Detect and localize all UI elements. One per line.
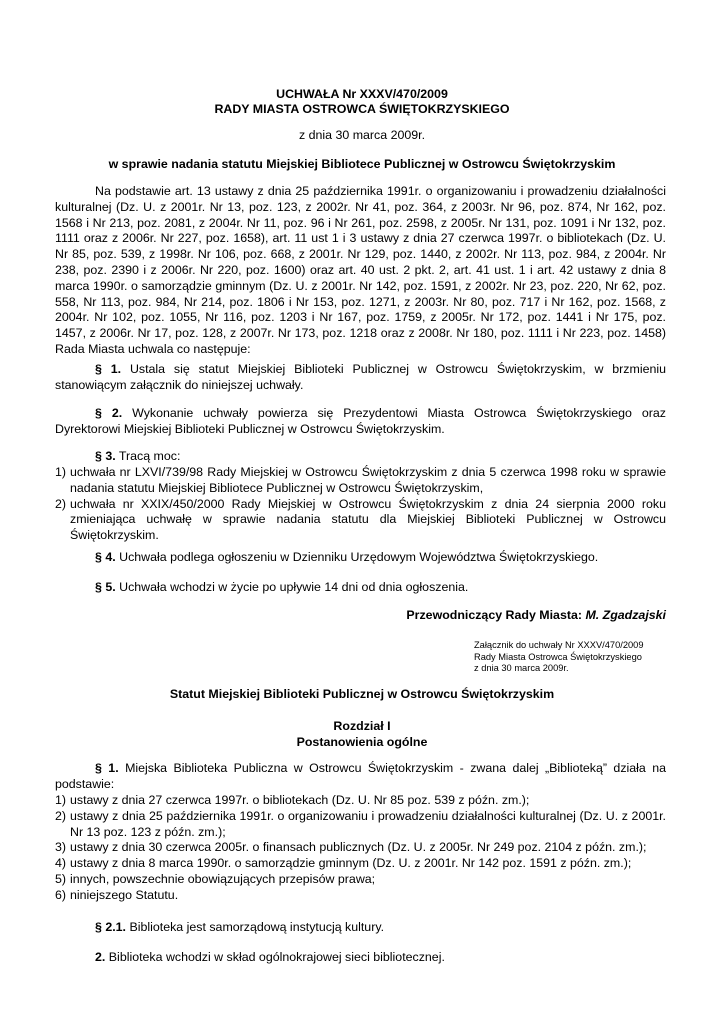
section-3-text: Tracą moc: <box>118 449 181 463</box>
signature <box>55 608 666 624</box>
section-1 <box>55 362 666 394</box>
list-item: 2) ustawy z dnia 25 października 1991r. o organizowaniu i prowadzeniu działalności kulturalnej (Dz. U. z 2001r. Nr 13 poz. 123 z późn. zm.); <box>55 808 666 839</box>
statute-title: Statut Miejskiej Biblioteki Publicznej w Ostrowcu Świętokrzyskim <box>169 687 555 701</box>
statute-section-2-2 <box>55 950 666 966</box>
signature-name: M. Zgadzajski <box>585 608 666 622</box>
section-3 <box>55 449 666 465</box>
statute-section-1 <box>55 761 666 793</box>
resolution-subject: w sprawie nadania statutu Miejskiej Bibliotece Publicznej w Ostrowcu Świętokrzyskim <box>108 157 616 171</box>
attachment-line: Rady Miasta Ostrowca Świętokrzyskiego <box>474 651 642 662</box>
section-5 <box>55 580 666 596</box>
list-item: 5) innych, powszechnie obowiązujących przepisów prawa; <box>55 871 376 886</box>
section-2-text: Wykonanie uchwały powierza się Prezydentowi Miasta Ostrowca Świętokrzyskiego oraz Dyrektorowi Miejskiej Biblioteki Publicznej w Ostrowcu Świętokrzyskim. <box>55 406 666 436</box>
attachment-line: z dnia 30 marca 2009r. <box>474 663 569 673</box>
section-5-text: Uchwała wchodzi w życie po upływie 14 dni od dnia ogłoszenia. <box>119 580 469 594</box>
section-4-label: § 4. <box>95 550 116 564</box>
section-1-label: § 1. <box>95 362 122 376</box>
statute-section-1-label: § 1. <box>95 761 119 775</box>
statute-section-2-1-text: Biblioteka jest samorządową instytucją kultury. <box>129 920 385 934</box>
statute-section-2-1-label: § 2.1. <box>95 920 127 934</box>
list-item: 6) niniejszego Statutu. <box>55 887 179 902</box>
list-item: 4) ustawy z dnia 8 marca 1990r. o samorządzie gminnym (Dz. U. z 2001r. Nr 142 poz. 1591 z późn. zm.); <box>55 856 632 871</box>
resolution-title <box>0 87 724 117</box>
attachment-note <box>474 640 644 675</box>
chapter-heading <box>0 719 724 750</box>
section-2 <box>55 406 666 438</box>
section-4-text: Uchwała podlega ogłoszeniu w Dzienniku Urzędowym Województwa Świętokrzyskiego. <box>119 550 599 564</box>
list-item: 2) uchwała nr XXIX/450/2000 Rady Miejskiej w Ostrowcu Świętokrzyskim z dnia 24 sierpnia 2000 roku zmieniająca uchwałę w sprawie nadania statutu dla Miejskiej Biblioteki Publicznej w Ostrowcu Świętokrzyskim. <box>55 496 666 543</box>
attachment-line: Załącznik do uchwały Nr XXXV/470/2009 <box>474 640 644 650</box>
section-2-label: § 2. <box>95 406 123 420</box>
chapter-number: Rozdział I <box>333 719 391 733</box>
section-4 <box>55 550 666 566</box>
section-3-label: § 3. <box>95 449 116 463</box>
signature-role: Przewodniczący Rady Miasta: <box>406 608 582 622</box>
preamble-text: Na podstawie art. 13 ustawy z dnia 25 października 1991r. o organizowaniu i prowadzeniu działalności kulturalnej (Dz. U. z 2001r. Nr 13, poz. 123, z 2002r. Nr 41, poz. 364, z 2003r. Nr 96, poz. 874, Nr 162, poz. 1568 i Nr 213, poz. 2081, z 2004r. Nr 11, poz. 96 i Nr 261, poz. 2598, z 2005r. Nr 131, poz. 1091 i Nr 132, poz. 1111 oraz z 2006r. Nr 227, poz. 1658), art. 11 ust 1 i 3 ustawy z dnia 27 czerwca 1997r. o bibliotekach (Dz. U. Nr 85, poz. 539, z 1998r. Nr 106, poz. 668, z 2001r. Nr 129, poz. 1440, z 2002r. Nr 113, poz. 984, z 2004r. Nr 238, poz. 2390 i z 2006r. Nr 220, poz. 1600) oraz art. 40 ust. 2 pkt. 2, art. 41 ust. 1 i art. 42 ustawy z dnia 8 marca 1990r. o samorządzie gminnym (Dz. U. z 2001r. Nr 142, poz. 1591, z 2002r. Nr 23, poz. 220, Nr 62, poz. 558, Nr 113, poz. 984, Nr 214, poz. 1806 i Nr 153, poz. 1271, z 2003r. Nr 80, poz. 717 i Nr 162, poz. 1568, z 2004r. Nr 102, poz. 1055, Nr 116, poz. 1203 i Nr 167, poz. 1759, z 2005r. Nr 172, poz. 1441 i Nr 175, poz. 1457, z 2006r. Nr 17, poz. 128, z 2007r. Nr 173, poz. 1218 oraz z 2008r. Nr 180, poz. 1111 i Nr 223, poz. 1458) Rada Miasta uchwala co następuje: <box>55 184 666 356</box>
statute-section-2-1 <box>55 920 666 936</box>
statute-section-2-2-label: 2. <box>95 950 106 964</box>
list-item: 3) ustawy z dnia 30 czerwca 2005r. o finansach publicznych (Dz. U. z 2005r. Nr 249 poz. 2104 z późn. zm.); <box>55 840 647 855</box>
preamble <box>55 184 666 358</box>
section-5-label: § 5. <box>95 580 116 594</box>
chapter-title: Postanowienia ogólne <box>296 734 428 749</box>
statute-section-1-text: Miejska Biblioteka Publiczna w Ostrowcu Świętokrzyskim - zwana dalej „Biblioteką” działa na podstawie: <box>55 761 667 791</box>
section-1-text: Ustala się statut Miejskiej Biblioteki Publicznej w Ostrowcu Świętokrzyskim, w brzmieniu stanowiącym załącznik do niniejszej uchwały. <box>55 362 666 392</box>
statute-section-1-list <box>55 793 666 904</box>
resolution-date: z dnia 30 marca 2009r. <box>298 128 426 142</box>
council-name: RADY MIASTA OSTROWCA ŚWIĘTOKRZYSKIEGO <box>214 102 510 116</box>
statute-section-2-2-text: Biblioteka wchodzi w skład ogólnokrajowej sieci bibliotecznej. <box>108 950 445 964</box>
list-item: 1) ustawy z dnia 27 czerwca 1997r. o bibliotekach (Dz. U. Nr 85 poz. 539 z późn. zm.); <box>55 793 530 807</box>
section-3-list <box>55 465 666 544</box>
resolution-number: UCHWAŁA Nr XXXV/470/2009 <box>276 87 448 101</box>
list-item: 1) uchwała nr LXVI/739/98 Rady Miejskiej w Ostrowcu Świętokrzyskim z dnia 5 czerwca 1998 roku w sprawie nadania statutu Miejskiej Bibliotece Publicznej w Ostrowcu Świętokrzyskim, <box>55 465 666 495</box>
